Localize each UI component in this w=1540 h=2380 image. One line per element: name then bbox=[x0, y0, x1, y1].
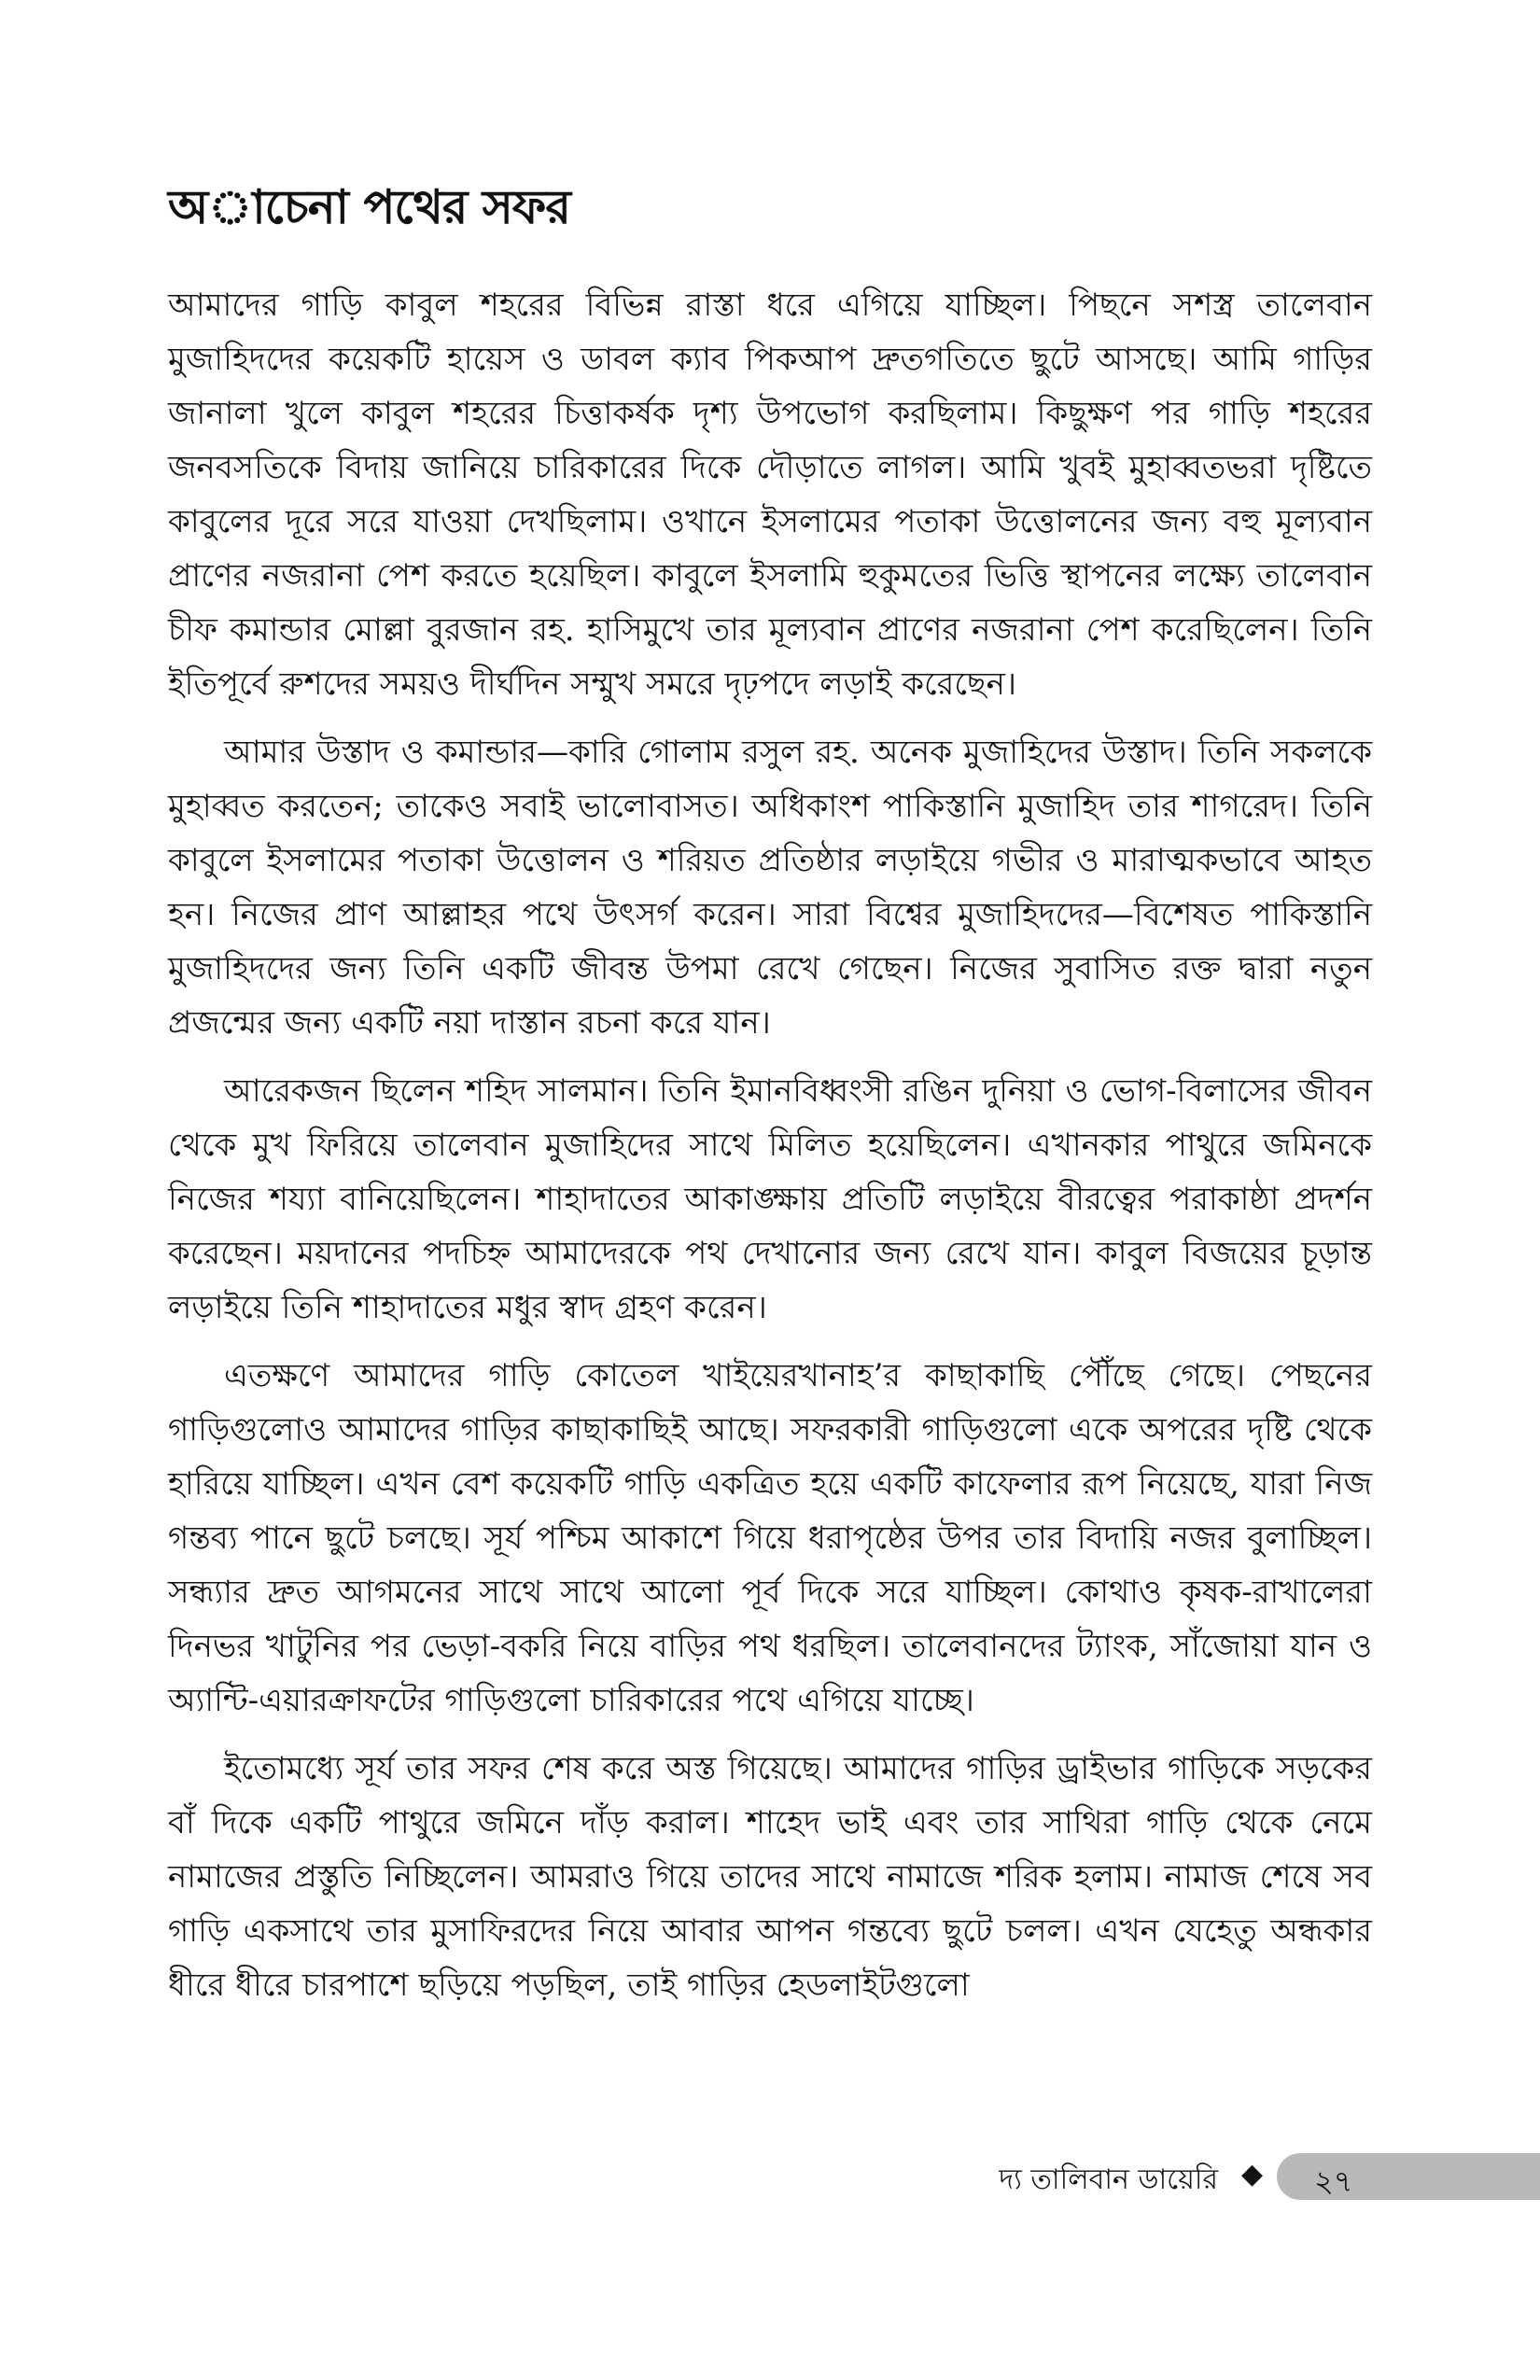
paragraph: ইতোমধ্যে সূর্য তার সফর শেষ করে অস্ত গিয়েছে। আমাদের গাড়ির ড্রাইভার গাড়িকে সড়কের বাঁ দিকে একটি পাথুরে জমিনে দাঁড় করাল। শাহেদ ভাই এবং তার সাথিরা গাড়ি থেকে নেমে নামাজের প্রস্তুতি নিচ্ছিলেন। আমরাও গিয়ে তাদের সাথে নামাজে শরিক হলাম। নামাজ শেষে সব গাড়ি একসাথে তার মুসাফিরদের নিয়ে আবার আপন গন্তব্যে ছুটে চলল। এখন যেহেতু অন্ধকার ধীরে ধীরে চারপাশে ছড়িয়ে পড়ছিল, তাই গাড়ির হেডলাইটগুলো bbox=[168, 1750, 1372, 2004]
paragraph: আরেকজন ছিলেন শহিদ সালমান। তিনি ইমানবিধ্বংসী রঙিন দুনিয়া ও ভোগ-বিলাসের জীবন থেকে মুখ ফিরিয়ে তালেবান মুজাহিদের সাথে মিলিত হয়েছিলেন। এখানকার পাথুরে জমিনকে নিজের শয্যা বানিয়েছিলেন। শাহাদাতের আকাঙ্ক্ষায় প্রতিটি লড়াইয়ে বীরত্বের পরাকাষ্ঠা প্রদর্শন করেছেন। ময়দানের পদচিহ্ন আমাদেরকে পথ দেখানোর জন্য রেখে যান। কাবুল বিজয়ের চূড়ান্ত লড়াইয়ে তিনি শাহাদাতের মধুর স্বাদ গ্রহণ করেন। bbox=[168, 1072, 1372, 1326]
footer-book-title: দ্য তালিবান ডায়েরি bbox=[999, 2163, 1218, 2196]
paragraph: আমাদের গাড়ি কাবুল শহরের বিভিন্ন রাস্তা ধরে এগিয়ে যাচ্ছিল। পিছনে সশস্ত্র তালেবান মুজাহিদদের কয়েকটি হায়েস ও ডাবল ক্যাব পিকআপ দ্রুতগতিতে ছুটে আসছে। আমি গাড়ির জানালা খুলে কাবুল শহরের চিত্তাকর্ষক দৃশ্য উপভোগ করছিলাম। কিছুক্ষণ পর গাড়ি শহরের জনবসতিকে বিদায় জানিয়ে চারিকারের দিকে দৌড়াতে লাগল। আমি খুবই মুহাব্বতভরা দৃষ্টিতে কাবুলের দূরে সরে যাওয়া দেখছিলাম। ওখানে ইসলামের পতাকা উত্তোলনের জন্য বহু মূল্যবান প্রাণের নজরানা পেশ করতে হয়েছিল। কাবুলে ইসলামি হুকুমতের ভিত্তি স্থাপনের লক্ষ্যে তালেবান চীফ কমান্ডার মোল্লা বুরজান রহ. হাসিমুখে তার মূল্যবান প্রাণের নজরানা পেশ করেছিলেন। তিনি ইতিপূর্বে রুশদের সময়ও দীর্ঘদিন সম্মুখ সমরে দৃঢ়পদে লড়াই করেছেন। bbox=[168, 287, 1372, 703]
paragraph: আমার উস্তাদ ও কমান্ডার—কারি গোলাম রসুল রহ. অনেক মুজাহিদের উস্তাদ। তিনি সকলকে মুহাব্বত করতেন; তাকেও সবাই ভালোবাসত। অধিকাংশ পাকিস্তানি মুজাহিদ তার শাগরেদ। তিনি কাবুলে ইসলামের পতাকা উত্তোলন ও শরিয়ত প্রতিষ্ঠার লড়াইয়ে গভীর ও মারাত্মকভাবে আহত হন। নিজের প্রাণ আল্লাহর পথে উৎসর্গ করেন। সারা বিশ্বের মুজাহিদদের—বিশেষত পাকিস্তানি মুজাহিদদের জন্য তিনি একটি জীবন্ত উপমা রেখে গেছেন। নিজের সুবাসিত রক্ত দ্বারা নতুন প্রজন্মের জন্য একটি নয়া দাস্তান রচনা করে যান। bbox=[168, 734, 1372, 1042]
page-number-band bbox=[1277, 2153, 1540, 2200]
page-footer bbox=[0, 2151, 1540, 2204]
page-number: ২৭ bbox=[1314, 2163, 1353, 2199]
chapter-title: অাচেনা পথের সফর bbox=[168, 180, 570, 234]
body-text bbox=[168, 278, 1372, 2026]
paragraph: এতক্ষণে আমাদের গাড়ি কোতেল খাইয়েরখানাহ’র কাছাকাছি পৌঁছে গেছে। পেছনের গাড়িগুলোও আমাদের গাড়ির কাছাকাছিই আছে। সফরকারী গাড়িগুলো একে অপরের দৃষ্টি থেকে হারিয়ে যাচ্ছিল। এখন বেশ কয়েকটি গাড়ি একত্রিত হয়ে একটি কাফেলার রূপ নিয়েছে, যারা নিজ গন্তব্য পানে ছুটে চলছে। সূর্য পশ্চিম আকাশে গিয়ে ধরাপৃষ্ঠের উপর তার বিদায়ি নজর বুলাচ্ছিল। সন্ধ্যার দ্রুত আগমনের সাথে সাথে আলো পূর্ব দিকে সরে যাচ্ছিল। কোথাও কৃষক-রাখালেরা দিনভর খাটুনির পর ভেড়া-বকরি নিয়ে বাড়ির পথ ধরছিল। তালেবানদের ট্যাংক, সাঁজোয়া যান ও অ্যান্টি-এয়ারক্রাফটের গাড়িগুলো চারিকারের পথে এগিয়ে যাচ্ছে। bbox=[168, 1357, 1372, 1719]
diamond-icon: ◆ bbox=[1241, 2158, 1264, 2191]
